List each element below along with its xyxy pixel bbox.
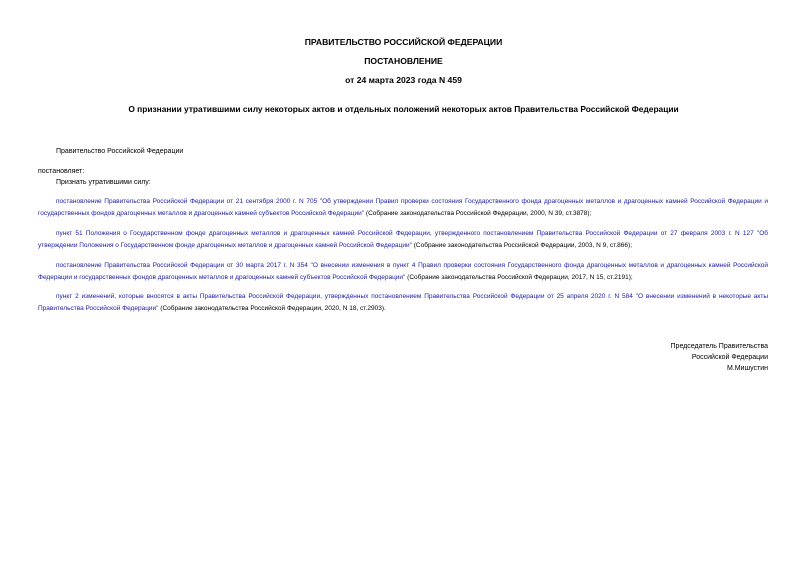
act-source-1: (Собрание законодательства Российской Федерации, 2000, N 39, ст.3878); — [364, 209, 592, 217]
signatory-organization: Российской Федерации — [691, 354, 768, 361]
act-link-1[interactable]: постановление Правительства Российской Федерации от 21 сентября 2000 г. N 705 "Об утверждении Правил проверки состояния Государственного фонда драгоценных металлов и драгоценных камней Российской Федерации и государственных фондов драгоценных металлов и драгоценных камней субъектов Российской Федерации" — [38, 198, 768, 217]
repealed-item-4 — [38, 291, 768, 314]
decrees-text: постановляет: — [38, 168, 85, 175]
act-link-3[interactable]: постановление Правительства Российской Федерации от 30 марта 2017 г. N 354 "О внесении изменения в пункт 4 Правил проверки состояния Государственного фонда драгоценных металлов и драгоценных камней Российской Федерации и государственных фондов драгоценных металлов и драгоценных камней субъектов Российской Федерации" — [38, 262, 768, 281]
act-source-4: (Собрание законодательства Российской Федерации, 2020, N 18, ст.2903). — [158, 304, 386, 312]
act-link-2[interactable]: пункт 51 Положения о Государственном фонде драгоценных металлов и драгоценных камней Российской Федерации, утвержденного постановлением Правительства Российской Федерации от 27 февраля 2003 г. N 127 "Об утверждении Положения о Государственном фонде драгоценных металлов и драгоценных камней Российской Федерации" — [38, 230, 768, 249]
repealed-item-1 — [38, 196, 768, 219]
repealed-item-2 — [38, 228, 768, 251]
issuing-authority: ПРАВИТЕЛЬСТВО РОССИЙСКОЙ ФЕДЕРАЦИИ — [304, 37, 503, 47]
act-source-3: (Собрание законодательства Российской Федерации, 2017, N 15, ст.2191); — [405, 273, 633, 281]
document-title: О признании утратившими силу некоторых актов и отдельных положений некоторых актов Правительства Российской Федерации — [128, 104, 679, 114]
signatory-name: М.Мишустин — [726, 365, 768, 372]
repealed-item-3 — [38, 260, 768, 283]
document-date-number: от 24 марта 2023 года N 459 — [345, 75, 462, 85]
declare-text: Признать утратившими силу: — [56, 179, 151, 186]
issuer-text: Правительство Российской Федерации — [56, 148, 184, 155]
act-source-2: (Собрание законодательства Российской Федерации, 2003, N 9, ст.866); — [411, 241, 632, 249]
signatory-position: Председатель Правительства — [670, 343, 768, 350]
act-link-4[interactable]: пункт 2 изменений, которые вносятся в акты Правительства Российской Федерации, утвержденных постановлением Правительства Российской Федерации от 25 апреля 2020 г. N 584 "О внесении изменений в некоторые акты Правительства Российской Федерации" — [38, 293, 768, 312]
document-type: ПОСТАНОВЛЕНИЕ — [364, 56, 443, 66]
